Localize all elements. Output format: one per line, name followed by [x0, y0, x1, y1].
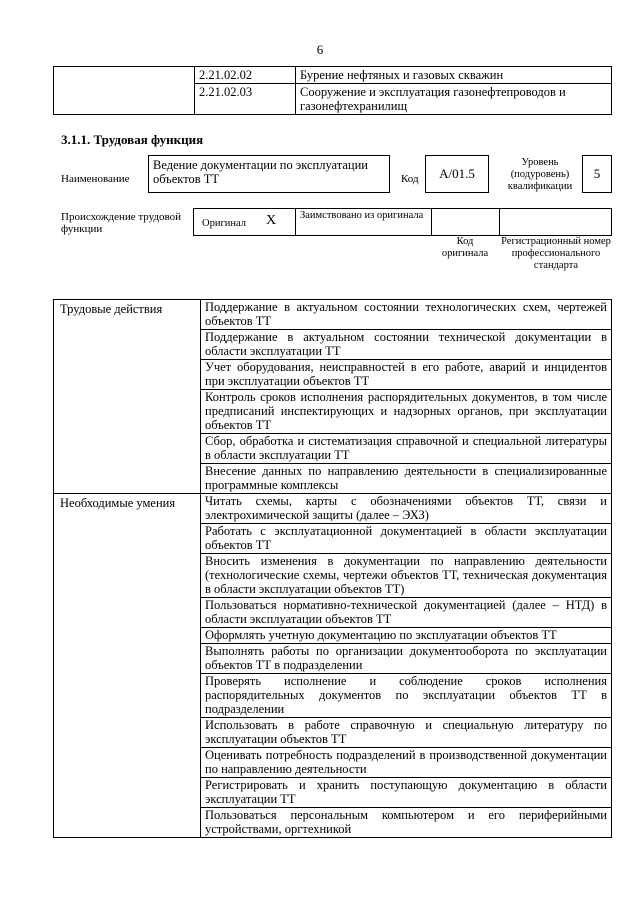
- list-item: Работать с эксплуатационной документацией в области эксплуатации объектов ТТ: [201, 524, 612, 554]
- list-item: Вносить изменения в документации по направлению деятельности (технологические схемы, чертежи объектов ТТ, техническая документация в области эксплуатации объектов ТТ): [201, 554, 612, 598]
- code-original-caption: Код оригинала: [441, 236, 489, 259]
- name-cell: Сооружение и эксплуатация газонефтепроводов и газонефтехранилищ: [296, 84, 612, 115]
- level-label: Уровень (подуровень) квалификации: [507, 157, 573, 192]
- list-item: Пользоваться персональным компьютером и его периферийными устройствами, оргтехникой: [201, 808, 612, 838]
- labor-function-table: [53, 299, 612, 838]
- function-code-value: А/01.5: [425, 155, 489, 193]
- category-required-skills: Необходимые умения: [54, 494, 201, 838]
- list-item: Использовать в работе справочную и специальную литературу по эксплуатации объектов ТТ: [201, 718, 612, 748]
- list-item: Читать схемы, карты с обозначениями объектов ТТ, связи и электрохимической защиты (далее – ЭХЗ): [201, 494, 612, 524]
- section-title: 3.1.1. Трудовая функция: [61, 132, 204, 147]
- origin-label: Происхождение трудовой функции: [61, 211, 182, 235]
- list-item: Контроль сроков исполнения распорядительных документов, в том числе предписаний инспектирующих и надзорных органов, при эксплуатации объектов ТТ: [201, 390, 612, 434]
- list-item: Сбор, обработка и систематизация справочной и специальной литературы в области эксплуатации ТТ: [201, 434, 612, 464]
- table-row: [54, 300, 612, 330]
- code-label: Код: [401, 173, 419, 185]
- category-labor-actions: Трудовые действия: [54, 300, 201, 494]
- borrowed-cell: [295, 208, 431, 236]
- original-label: Оригинал: [202, 218, 246, 229]
- list-item: Проверять исполнение и соблюдение сроков исполнения распорядительных документов по эксплуатации объектов ТТ в подразделении: [201, 674, 612, 718]
- list-item: Оценивать потребность подразделений в производственной документации по направлению деятельности: [201, 748, 612, 778]
- code-cell: 2.21.02.03: [195, 84, 296, 115]
- borrowed-label: Заимствовано из оригинала: [300, 210, 424, 221]
- reg-number-cell: [499, 208, 612, 236]
- name-label: Наименование: [61, 173, 130, 185]
- list-item: Оформлять учетную документацию по эксплуатации объектов ТТ: [201, 628, 612, 644]
- code-original-cell: [431, 208, 499, 236]
- page-number: 6: [316, 42, 324, 57]
- list-item: Внесение данных по направлению деятельности в специализированные программные комплексы: [201, 464, 612, 494]
- name-cell: Бурение нефтяных и газовых скважин: [296, 67, 612, 84]
- table-row: [54, 67, 612, 84]
- original-cell: [193, 208, 295, 236]
- code-cell: 2.21.02.02: [195, 67, 296, 84]
- list-item: Регистрировать и хранить поступающую документацию в области эксплуатации ТТ: [201, 778, 612, 808]
- list-item: Учет оборудования, неисправностей в его работе, аварий и инцидентов при эксплуатации объектов ТТ: [201, 360, 612, 390]
- okso-codes-table: [53, 66, 612, 115]
- list-item: Поддержание в актуальном состоянии технической документации в области эксплуатации ТТ: [201, 330, 612, 360]
- reg-number-caption: Регистрационный номер профессионального стандарта: [501, 236, 611, 271]
- list-item: Поддержание в актуальном состоянии технологических схем, чертежей объектов ТТ: [201, 300, 612, 330]
- function-name-value: Ведение документации по эксплуатации объектов ТТ: [148, 155, 390, 193]
- list-item: Пользоваться нормативно-технической документацией (далее – НТД) в области эксплуатации объектов ТТ: [201, 598, 612, 628]
- empty-cell: [54, 67, 195, 115]
- list-item: Выполнять работы по организации документооборота по эксплуатации объектов ТТ в подразделении: [201, 644, 612, 674]
- original-mark: X: [266, 213, 277, 228]
- level-value: 5: [582, 155, 612, 193]
- table-row: [54, 494, 612, 524]
